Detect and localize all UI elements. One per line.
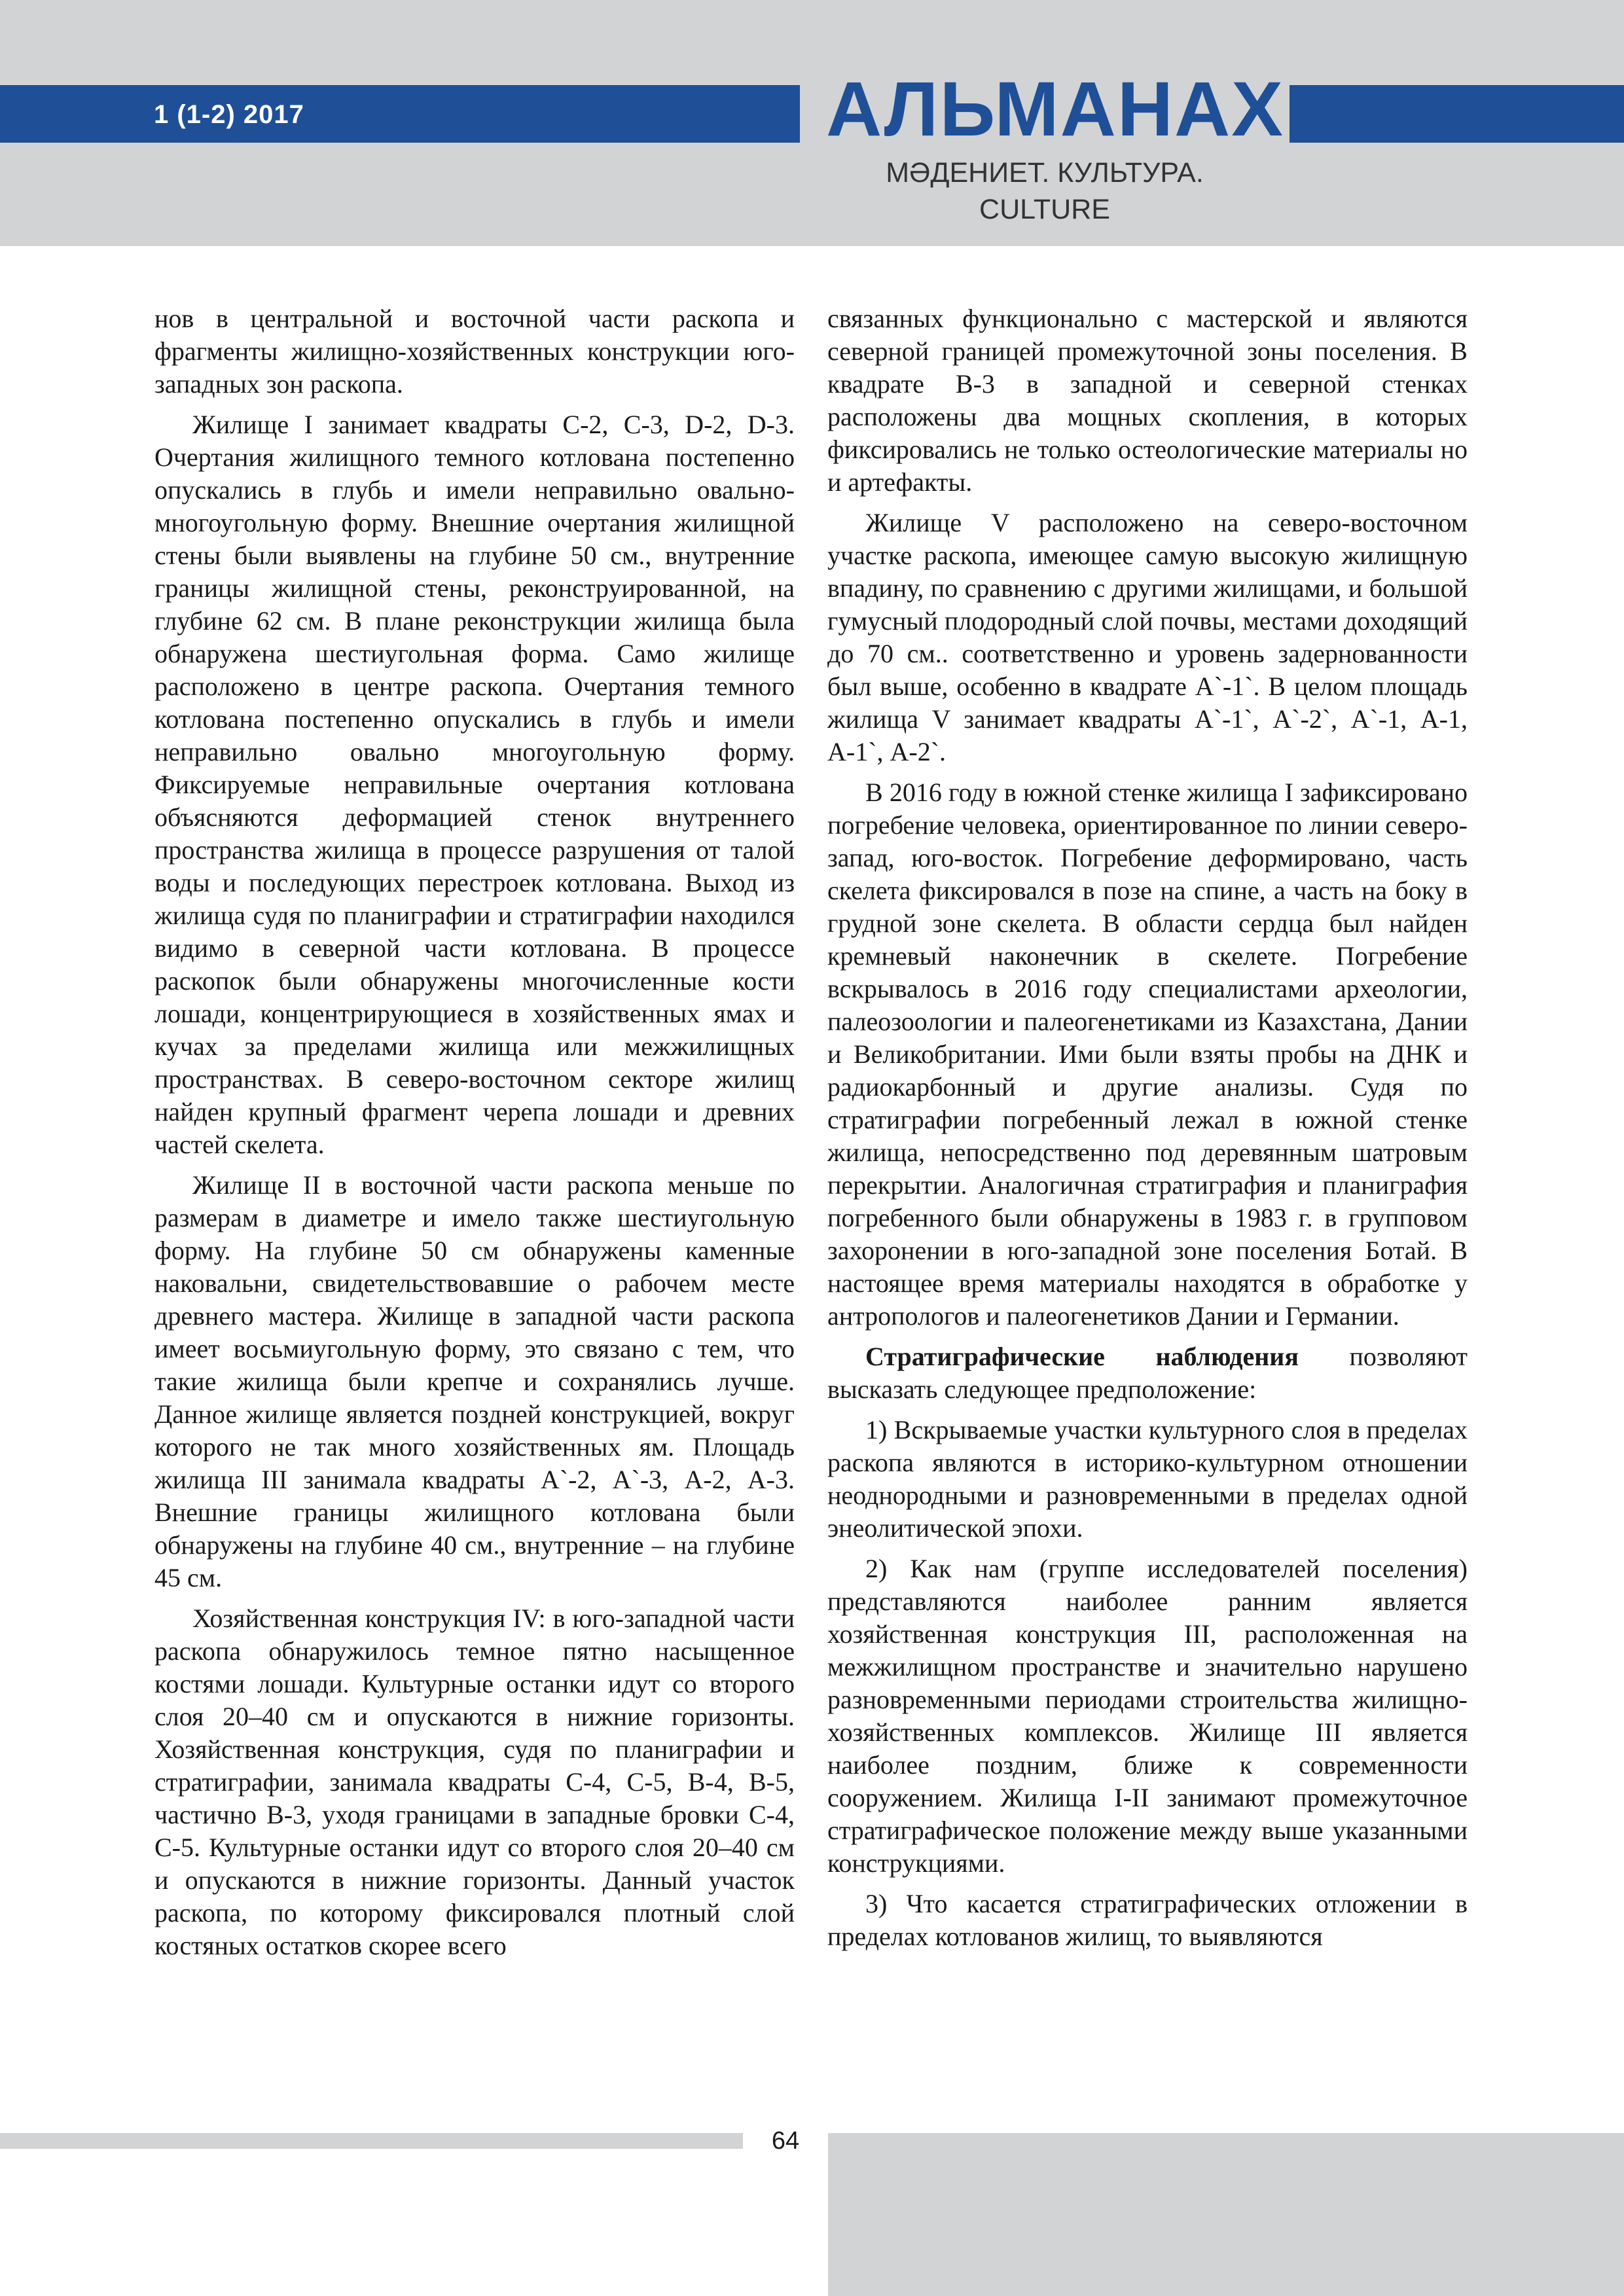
- paragraph: Хозяйственная конструкция IV: в юго-западной части раскопа обнаружилось темное пятно насыщенное костями лошади. Культурные останки идут со второго слоя 20–40 см и опускаются в нижние горизонты. Хозяйственная конструкция, судя по планиграфии и стратиграфии, занимала квадраты С-4, С-5, В-4, В-5, частично В-3, уходя границами в западные бровки С-4, С-5. Культурные останки идут со второго слоя 20–40 см и опускаются в нижние горизонты. Данный участок раскопа, по которому фиксировался плотный слой костяных остатков скорее всего: [154, 1604, 795, 1960]
- left-column: [154, 302, 795, 1970]
- journal-title: АЛЬМАНАХ: [826, 66, 1284, 152]
- footer-bar-left: [0, 2133, 743, 2149]
- header-band-left: [0, 85, 800, 143]
- paragraph: связанных функционально с мастерской и являются северной границей промежуточной зоны поселения. В квадрате В-3 в западной и северной стенках расположены два мощных скопления, в которых фиксировались не только остеологические материалы но и артефакты.: [827, 304, 1468, 497]
- paragraph: 1) Вскрываемые участки культурного слоя в пределах раскопа являются в историко-культурном отношении неоднородными и разновременными в пределах одной энеолитической эпохи.: [827, 1415, 1468, 1543]
- right-column: [827, 302, 1468, 1961]
- header-band-right: [1290, 85, 1624, 143]
- footer-block-right: [828, 2133, 1624, 2296]
- paragraph: [827, 1340, 1468, 1406]
- paragraph: Жилище II в восточной части раскопа меньше по размерам в диаметре и имело также шестиугольную форму. На глубине 50 см обнаружены каменные наковальни, свидетельствовавшие о рабочем месте древнего мастера. Жилище в западной части раскопа имеет восьмиугольную форму, это связано с тем, что такие жилища были крепче и сохранялись лучше. Данное жилище является поздней конструкцией, вокруг которого не так много хозяйственных ям. Площадь жилища III занимала квадраты А`-2, А`-3, А-2, А-3. Внешние границы жилищного котлована были обнаружены на глубине 40 см., внутренние – на глубине 45 см.: [154, 1170, 795, 1592]
- paragraph: 2) Как нам (группе исследователей поселения) представляются наиболее ранним является хозяйственная конструкция III, расположенная на межжилищном пространстве и значительно нарушено разновременными периодами строительства жилищно-хозяйственных комплексов. Жилище III является наиболее поздним, ближе к современности сооружением. Жилища I-II занимают промежуточное стратиграфическое положение между выше указанными конструкциями.: [827, 1554, 1468, 1878]
- journal-subtitle: МӘДЕНИЕТ. КУЛЬТУРА. CULTURE: [886, 157, 1204, 225]
- paragraph: 3) Что касается стратиграфических отложении в пределах котлованов жилищ, то выявляются: [827, 1889, 1468, 1951]
- bold-term: Стратиграфические наблюдения: [865, 1342, 1299, 1371]
- paragraph: Жилище I занимает квадраты С-2, С-3, D-2, D-3. Очертания жилищного темного котлована постепенно опускались в глубь и имели неправильно овально-многоугольную форму. Внешние очертания жилищной стены были выявлены на глубине 50 см., внутренние границы жилищной стены, реконструированной, на глубине 62 см. В плане реконструкции жилища была обнаружена шестиугольная форма. Само жилище расположено в центре раскопа. Очертания темного котлована постепенно опускались в глубь и имели неправильно овально многоугольную форму. Фиксируемые неправильные очертания котлована объясняются деформацией стенок внутреннего пространства жилища в процессе разрушения от талой воды и последующих перестроек котлована. Выход из жилища судя по планиграфии и стратиграфии находился видимо в северной части котлована. В процессе раскопок были обнаружены многочисленные кости лошади, концентрирующиеся в хозяйственных ямах и кучах за пределами жилища или межжилищных пространствах. В северо-восточном секторе жилищ найден крупный фрагмент черепа лошади и древних частей скелета.: [154, 410, 795, 1159]
- paragraph-text: позволяют высказать следующее предположение:: [827, 1342, 1468, 1404]
- paragraph: Жилище V расположено на северо-восточном участке раскопа, имеющее самую высокую жилищную впадину, по сравнению с другими жилищами, и большой гумусный плодородный слой почвы, местами доходящий до 70 см.. соответственно и уровень задернованности был выше, особенно в квадрате А`-1`. В целом площадь жилища V занимает квадраты А`-1`, А`-2`, А`-1, А-1, А-1`, А-2`.: [827, 508, 1468, 766]
- issue-number: 1 (1-2) 2017: [154, 100, 304, 129]
- page-number: 64: [771, 2127, 800, 2155]
- paragraph: нов в центральной и восточной части раскопа и фрагменты жилищно-хозяйственных конструкции юго-западных зон раскопа.: [154, 304, 795, 399]
- paragraph: В 2016 году в южной стенке жилища I зафиксировано погребение человека, ориентированное по линии северо-запад, юго-восток. Погребение деформировано, часть скелета фиксировался в позе на спине, а часть на боку в грудной зоне скелета. В области сердца был найден кремневый наконечник в скелете. Погребение вскрывалось в 2016 году специалистами археологии, палеозоологии и палеогенетиками из Казахстана, Дании и Великобритании. Ими были взяты пробы на ДНК и радиокарбонный и другие анализы. Судя по стратиграфии погребенный лежал в южной стенке жилища, непосредственно под деревянным шатровым перекрытии. Аналогичная стратиграфия и планиграфия погребенного были обнаружены в 1983 г. в групповом захоронении в юго-западной зоне поселения Ботай. В настоящее время материалы находятся в обработке у антропологов и палеогенетиков Дании и Германии.: [827, 778, 1468, 1331]
